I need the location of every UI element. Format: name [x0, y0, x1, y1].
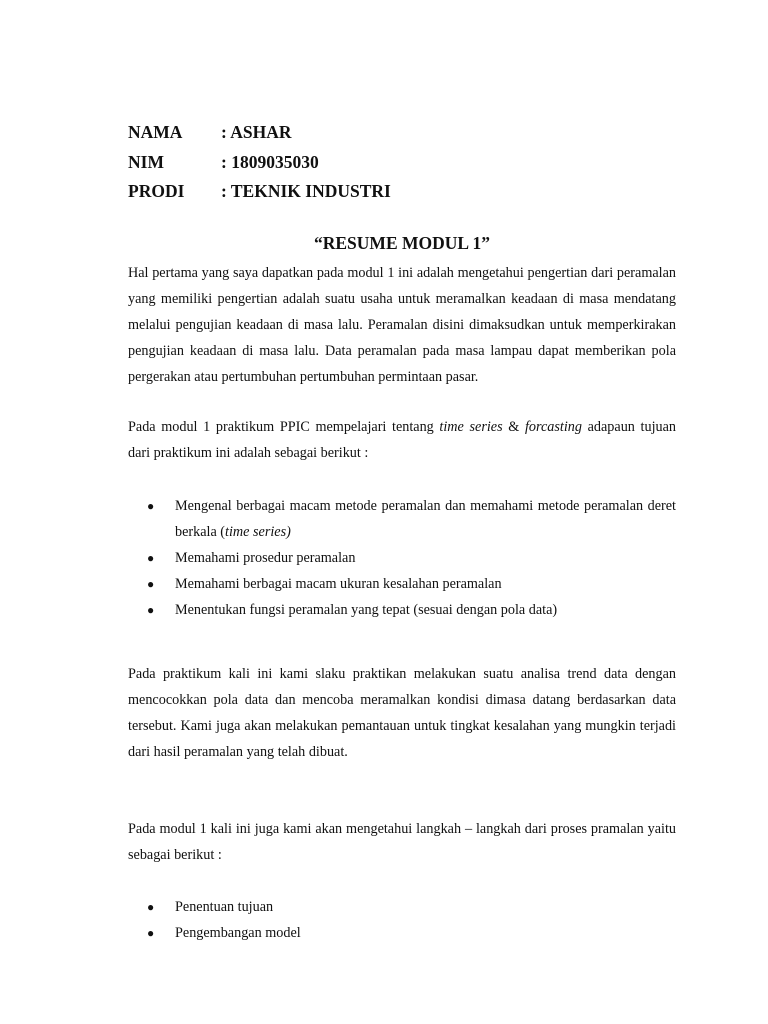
- document-title: “RESUME MODUL 1”: [314, 232, 490, 253]
- bullet-icon: ●: [147, 925, 155, 940]
- identity-value: : ASHAR: [221, 122, 292, 142]
- document-page: [128, 118, 676, 946]
- list-item-italic: time series): [225, 523, 291, 540]
- identity-label: NAMA: [128, 122, 183, 142]
- identity-row-prodi: [128, 177, 676, 207]
- identity-label: PRODI: [128, 181, 185, 201]
- identity-row-nim: [128, 148, 676, 178]
- identity-value: : TEKNIK INDUSTRI: [221, 181, 391, 201]
- list-item: [128, 571, 676, 597]
- list-item: [128, 894, 676, 920]
- identity-row-nama: [128, 118, 676, 148]
- list-item-text: Pengembangan model: [175, 924, 301, 941]
- paragraph-text: Pada modul 1 praktikum PPIC mempelajari tentang: [128, 418, 440, 435]
- paragraph-steps-intro: Pada modul 1 kali ini juga kami akan mengetahui langkah – langkah dari proses pramalan yaitu sebagai berikut :: [128, 820, 676, 863]
- list-item-text: Memahami berbagai macam ukuran kesalahan peramalan: [175, 575, 502, 592]
- list-item-text: Penentuan tujuan: [175, 898, 274, 915]
- list-item-text: Mengenal berbagai macam metode peramalan dan memahami metode peramalan deret berkala (: [175, 497, 676, 540]
- paragraph-intro: Hal pertama yang saya dapatkan pada modul 1 ini adalah mengetahui pengertian dari peramalan yang memiliki pengertian adalah suatu usaha untuk meramalkan keadaan di masa mendatang melalui pengujian keadaan di masa lalu. Peramalan disini dimaksudkan untuk memperkirakan pengujian keadaan di masa lalu. Data peramalan pada masa lampau dapat memberikan pola pergerakan atau pertumbuhan pertumbuhan permintaan pasar.: [128, 264, 676, 385]
- paragraph-italic: forcasting: [524, 418, 582, 435]
- bullet-icon: ●: [147, 498, 155, 513]
- paragraph-italic: time series: [439, 418, 503, 435]
- paragraph-practicum: Pada praktikum kali ini kami slaku praktikan melakukan suatu analisa trend data dengan mencocokkan pola data dan mencoba meramalkan kondisi dimasa datang berdasarkan data tersebut. Kami juga akan melakukan pemantauan untuk tingkat kesalahan yang mungkin terjadi dari hasil peramalan yang telah dibuat.: [128, 665, 676, 760]
- bullet-icon: ●: [147, 550, 155, 565]
- list-item-text: Memahami prosedur peramalan: [175, 549, 356, 566]
- paragraph-objectives-intro: [128, 414, 676, 466]
- list-item: [128, 545, 676, 571]
- list-item: [128, 493, 676, 545]
- bullet-icon: ●: [147, 602, 155, 617]
- identity-block: [128, 118, 676, 207]
- steps-list: [128, 894, 676, 946]
- paragraph-text: adapaun tujuan dari praktikum ini adalah sebagai berikut :: [128, 418, 676, 461]
- bullet-icon: ●: [147, 899, 155, 914]
- identity-label: NIM: [128, 151, 164, 172]
- objectives-list: [128, 493, 676, 623]
- paragraph-text: &: [502, 418, 525, 435]
- identity-value: : 1809035030: [221, 151, 319, 172]
- list-item-text: Menentukan fungsi peramalan yang tepat (sesuai dengan pola data): [175, 601, 558, 618]
- list-item: [128, 597, 676, 623]
- bullet-icon: ●: [147, 576, 155, 591]
- list-item: [128, 920, 676, 946]
